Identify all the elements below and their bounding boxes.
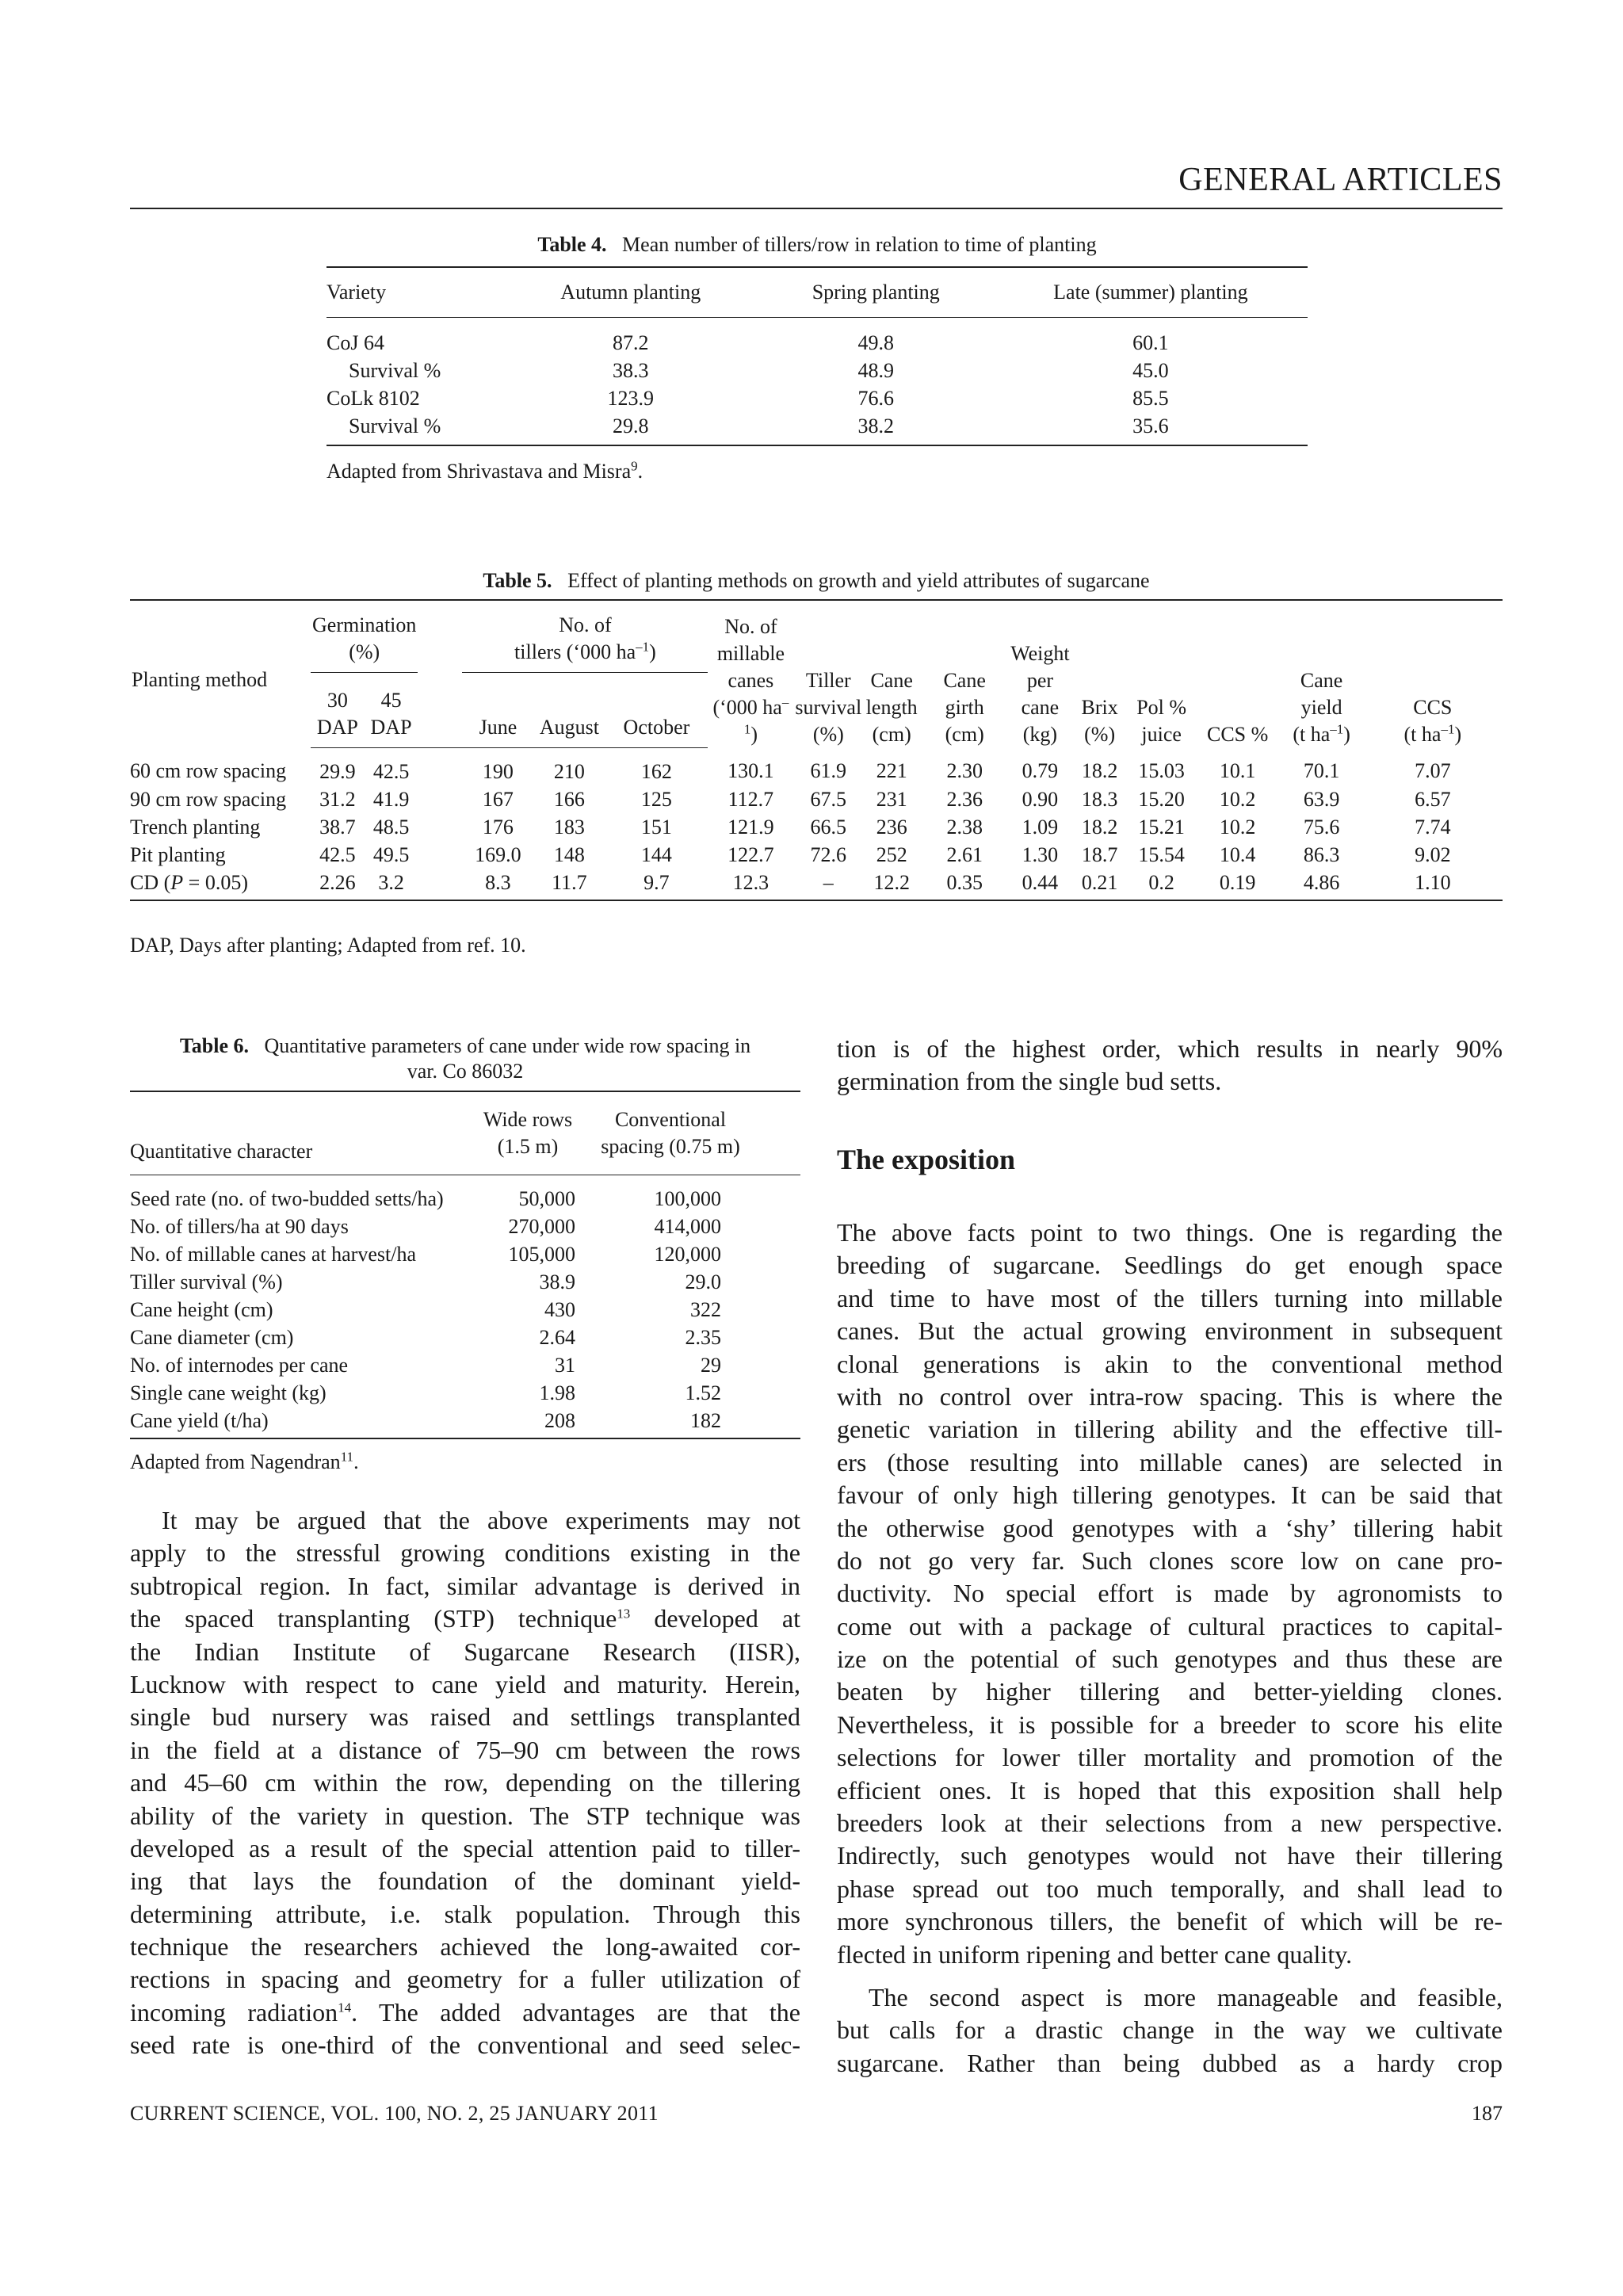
table4-title: Mean number of tillers/row in relation to time of planting	[622, 233, 1097, 256]
table5-label: Table 5.	[483, 569, 552, 592]
table4-header-row	[327, 267, 1308, 318]
table5-col-august: August	[533, 673, 605, 748]
table-row: Single cane weight (kg) 1.98 1.52	[130, 1381, 721, 1404]
table4-col-late: Late (summer) planting	[994, 267, 1308, 318]
table4-col-spring: Spring planting	[758, 267, 994, 318]
table-row: CoLk 8102 123.9 76.6 85.5	[327, 386, 1169, 410]
table-row: Cane yield (t/ha) 208 182	[130, 1408, 721, 1432]
table5-col-tiller-survival: Tiller survival (%)	[795, 668, 862, 746]
table4-caption	[327, 233, 1308, 257]
table6-label: Table 6.	[179, 1034, 250, 1057]
table5-col-cane-girth: Cane girth (cm)	[943, 668, 986, 746]
table6-title-line1: Quantitative parameters of cane under wide row spacing in	[264, 1034, 751, 1057]
table-row: Tiller survival (%) 38.9 29.0	[130, 1270, 721, 1293]
table4-label: Table 4.	[537, 233, 607, 256]
table6-col-wide: Wide rows (1.5 m)	[463, 1091, 593, 1175]
table-row: Survival % 38.3 48.9 45.0	[349, 358, 1169, 382]
table5-note: DAP, Days after planting; Adapted from ref. 10.	[130, 934, 526, 957]
table6-col-character: Quantitative character	[130, 1091, 463, 1175]
table-row: No. of internodes per cane 31 29	[130, 1353, 721, 1377]
table-row: Seed rate (no. of two-budded setts/ha) 50,000 100,000	[130, 1186, 721, 1210]
journal-footer: CURRENT SCIENCE, VOL. 100, NO. 2, 25 JANUARY 2011	[130, 2102, 659, 2125]
table6-col-conventional: Conventional spacing (0.75 m)	[593, 1091, 748, 1175]
table4	[327, 266, 1308, 446]
table5-col-pol: Pol % juice	[1136, 695, 1187, 746]
table-row: Trench planting 38.7 48.5 176 183 151 121.9 66.5 236 2.38 1.09 18.2 15.21 10.2 75.6 7.74	[130, 815, 1451, 839]
table6-title-line2: var. Co 86032	[407, 1060, 524, 1083]
table6-note: Adapted from Nagendran$^{11}$.	[130, 1449, 359, 1473]
table5-col-tillers: No. of tillers (‘000 $ha^{-1}$)	[462, 600, 708, 673]
table5-col-cane-length: Cane length (cm)	[865, 668, 918, 746]
table-row: Pit planting 42.5 49.5 169.0 148 144 122.7 72.6 252 2.61 1.30 18.7 15.54 10.4 86.3 9.02	[130, 842, 1451, 866]
table5-col-ccs: CCS (t $ha^{-1}$)	[1403, 695, 1462, 746]
table5-col-30dap: 30 DAP	[311, 673, 365, 748]
table-row: No. of millable canes at harvest/ha 105,000 120,000	[130, 1242, 721, 1266]
table5-col-cane-yield: Cane yield (t $ha^{-1}$)	[1293, 668, 1350, 746]
table6	[130, 1091, 800, 1439]
table4-note: Adapted from Shrivastava and Misra$^9$.	[327, 458, 643, 483]
table5-col-june: June	[462, 673, 533, 748]
table5-col-brix: Brix (%)	[1081, 695, 1118, 746]
table-row: Cane height (cm) 430 322	[130, 1297, 721, 1321]
table5-col-planting-method: Planting method	[132, 667, 268, 691]
header-rule	[130, 208, 1503, 209]
table5-header-row-1	[130, 600, 1503, 673]
table5-col-weight: Weight per cane (kg)	[1010, 641, 1070, 746]
table5-caption	[130, 569, 1503, 593]
table5-title: Effect of planting methods on growth and yield attributes of sugarcane	[567, 569, 1150, 592]
table5	[130, 599, 1503, 901]
table4-col-autumn: Autumn planting	[503, 267, 758, 318]
table5-col-october: October	[605, 673, 708, 748]
table5-col-germination: Germination (%)	[311, 600, 418, 673]
table-row: Cane diameter (cm) 2.64 2.35	[130, 1325, 721, 1349]
table5-col-45dap: 45 DAP	[365, 673, 418, 748]
table6-caption	[130, 1033, 800, 1084]
table5-col-millable: No. of millable canes (‘000 $ha^{-1}$)	[712, 614, 789, 746]
right-column-paragraph-1: The above facts point to two things. One is regarding the breeding of sugarcane. Seedlings do get enough space and time to have most of the tillers turning into millable canes. But the actual growing environment in subsequent clonal generations is akin to the conventional method with no control over intra-row spacing. This is where the genetic variation in tillering ability and the effective till- ers (those resulting into millable canes) are selected in favour of only high tillering genotypes. It can be said that the otherwise good genotypes with a ‘shy’ tillering habit do not go very far. Such clones score low on cane pro- ductivity. No special effort is made by agronomists to come out with a package of cultural practices to capital- ize on the potential of such genotypes and thus these are beaten by higher tillering and better-yielding clones. Nevertheless, it is possible for a breeder to score his elite selections for lower tiller mortality and promotion of the efficient ones. It is hoped that this exposition shall help breeders look at their selections from a new perspective. Indirectly, such genotypes would not have their tillering phase spread out too much temporally, and shall lead to more synchronous tillers, the benefit of which will be re- flected in uniform ripening and better cane quality.	[837, 1218, 1503, 1969]
table5-col-ccs-pct: CCS %	[1206, 722, 1269, 746]
section-heading: The exposition	[837, 1144, 1016, 1175]
table4-col-variety: Variety	[327, 267, 503, 318]
right-column-paragraph-2: The second aspect is more manageable and feasible, but calls for a drastic change in the way we cultivate sugarcane. Rather than being dubbed as a hardy crop	[837, 1983, 1503, 2077]
table-row: Survival % 29.8 38.2 35.6	[349, 414, 1169, 437]
table-row: No. of tillers/ha at 90 days 270,000 414,000	[130, 1214, 721, 1238]
running-header: GENERAL ARTICLES	[1178, 162, 1503, 198]
right-column-intro: tion is of the highest order, which results in nearly 90% germination from the single bud setts.	[837, 1034, 1503, 1096]
table-row: CD (P = 0.05) 2.26 3.2 8.3 11.7 9.7 12.3 – 12.2 0.35 0.44 0.21 0.2 0.19 4.86 1.10	[130, 870, 1451, 894]
table-row: CoJ 64 87.2 49.8 60.1	[327, 330, 1169, 354]
table-row: 60 cm row spacing 29.9 42.5 190 210 162 130.1 61.9 221 2.30 0.79 18.2 15.03 10.1 70.1 7.07	[130, 759, 1451, 783]
table-row: 90 cm row spacing 31.2 41.9 167 166 125 112.7 67.5 231 2.36 0.90 18.3 15.20 10.2 63.9 6.57	[130, 787, 1451, 811]
table6-header-row	[130, 1091, 800, 1175]
left-column-paragraph: It may be argued that the above experiments may not apply to the stressful growing conditions existing in the subtropical region. In fact, similar advantage is derived in the spaced transplanting (STP) technique$^{13}$ developed at the Indian Institute of Sugarcane Research (IISR), Lucknow with respect to cane yield and maturity. Herein, single bud nursery was raised and settlings transplanted in the field at a distance of 75–90 cm between the rows and 45–60 cm within the row, depending on the tillering ability of the variety in question. The STP technique was developed as a result of the special attention paid to tiller- ing that lays the foundation of the dominant yield- determining attribute, i.e. stalk population. Through this technique the researchers achieved the long-awaited cor- rections in spacing and geometry for a fuller utilization of incoming radiation$^{14}$. The added advantages are that the seed rate is one-third of the conventional and seed selec-	[130, 1506, 801, 2060]
page-number: 187	[1472, 2102, 1503, 2125]
